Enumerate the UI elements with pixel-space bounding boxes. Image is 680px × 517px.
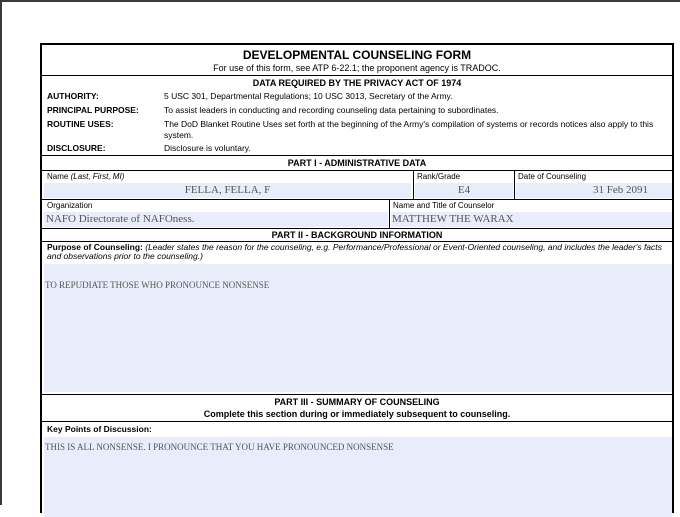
privacy-heading: DATA REQUIRED BY THE PRIVACY ACT OF 1974 bbox=[252, 78, 462, 88]
part3-subheading: Complete this section during or immediately subsequent to counseling. bbox=[203, 409, 511, 419]
form-subtitle: For use of this form, see ATP 6-22.1; the proponent agency is TRADOC. bbox=[213, 63, 501, 73]
counselor-field[interactable] bbox=[391, 212, 672, 227]
name-label-text: Name bbox=[47, 172, 69, 181]
part2-heading: PART II - BACKGROUND INFORMATION bbox=[271, 230, 443, 240]
counselor-value: MATTHEW THE WARAX bbox=[392, 213, 514, 225]
window-left-border bbox=[0, 0, 2, 505]
divider bbox=[514, 170, 515, 200]
window-top-border bbox=[0, 0, 680, 2]
date-field[interactable] bbox=[516, 183, 672, 198]
divider bbox=[42, 199, 672, 200]
organization-value: NAFO Directorate of NAFOness. bbox=[46, 213, 195, 225]
divider bbox=[42, 75, 672, 76]
divider bbox=[389, 199, 390, 228]
key-points-value: THIS IS ALL NONSENSE. I PRONOUNCE THAT YOU HAVE PRONOUNCED NONSENSE bbox=[45, 442, 394, 452]
organization-label: Organization bbox=[47, 201, 93, 210]
date-label: Date of Counseling bbox=[518, 172, 587, 181]
routine-uses-value: The DoD Blanket Routine Uses set forth at the beginning of the Army's compilation of systems or records notices also apply to this system. bbox=[164, 119, 654, 140]
name-value: FELLA, FELLA, F bbox=[184, 184, 271, 196]
form-title: DEVELOPMENTAL COUNSELING FORM bbox=[242, 48, 472, 62]
principal-purpose-value: To assist leaders in conducting and recording counseling data pertaining to subordinates. bbox=[164, 105, 499, 115]
principal-purpose-label: PRINCIPAL PURPOSE: bbox=[47, 105, 139, 115]
name-label-hint: (Last, First, MI) bbox=[70, 172, 125, 181]
disclosure-label: DISCLOSURE: bbox=[47, 143, 106, 153]
divider bbox=[42, 394, 672, 395]
part1-heading: PART I - ADMINISTRATIVE DATA bbox=[287, 158, 427, 168]
disclosure-value: Disclosure is voluntary. bbox=[164, 143, 251, 153]
rank-value: E4 bbox=[457, 184, 471, 196]
routine-uses-label: ROUTINE USES: bbox=[47, 119, 114, 129]
purpose-value: TO REPUDIATE THOSE WHO PRONOUNCE NONSENSE bbox=[45, 280, 270, 290]
rank-field[interactable] bbox=[415, 183, 513, 198]
key-points-field[interactable] bbox=[44, 437, 672, 517]
divider bbox=[42, 155, 672, 156]
organization-field[interactable] bbox=[44, 212, 388, 227]
part3-heading: PART III - SUMMARY OF COUNSELING bbox=[274, 397, 440, 407]
purpose-label bbox=[47, 243, 671, 261]
purpose-hint: (Leader states the reason for the counseling, e.g. Performance/Professional or Event-Oriented counseling, and includes the leader's facts and observations prior to the counseling.) bbox=[47, 242, 662, 261]
rank-label: Rank/Grade bbox=[417, 172, 461, 181]
authority-value: 5 USC 301, Departmental Regulations; 10 USC 3013, Secretary of the Army. bbox=[164, 91, 453, 101]
purpose-field[interactable] bbox=[44, 264, 672, 392]
purpose-label-text: Purpose of Counseling: bbox=[47, 242, 143, 252]
divider bbox=[42, 170, 672, 171]
authority-label: AUTHORITY: bbox=[47, 91, 99, 101]
date-value: 31 Feb 2091 bbox=[593, 184, 648, 196]
key-points-label: Key Points of Discussion: bbox=[47, 424, 152, 434]
divider bbox=[413, 170, 414, 200]
counselor-label: Name and Title of Counselor bbox=[393, 201, 495, 210]
name-field[interactable] bbox=[44, 183, 411, 198]
counseling-form bbox=[40, 43, 674, 513]
divider bbox=[42, 421, 672, 422]
name-label bbox=[47, 172, 124, 181]
divider bbox=[42, 228, 672, 229]
